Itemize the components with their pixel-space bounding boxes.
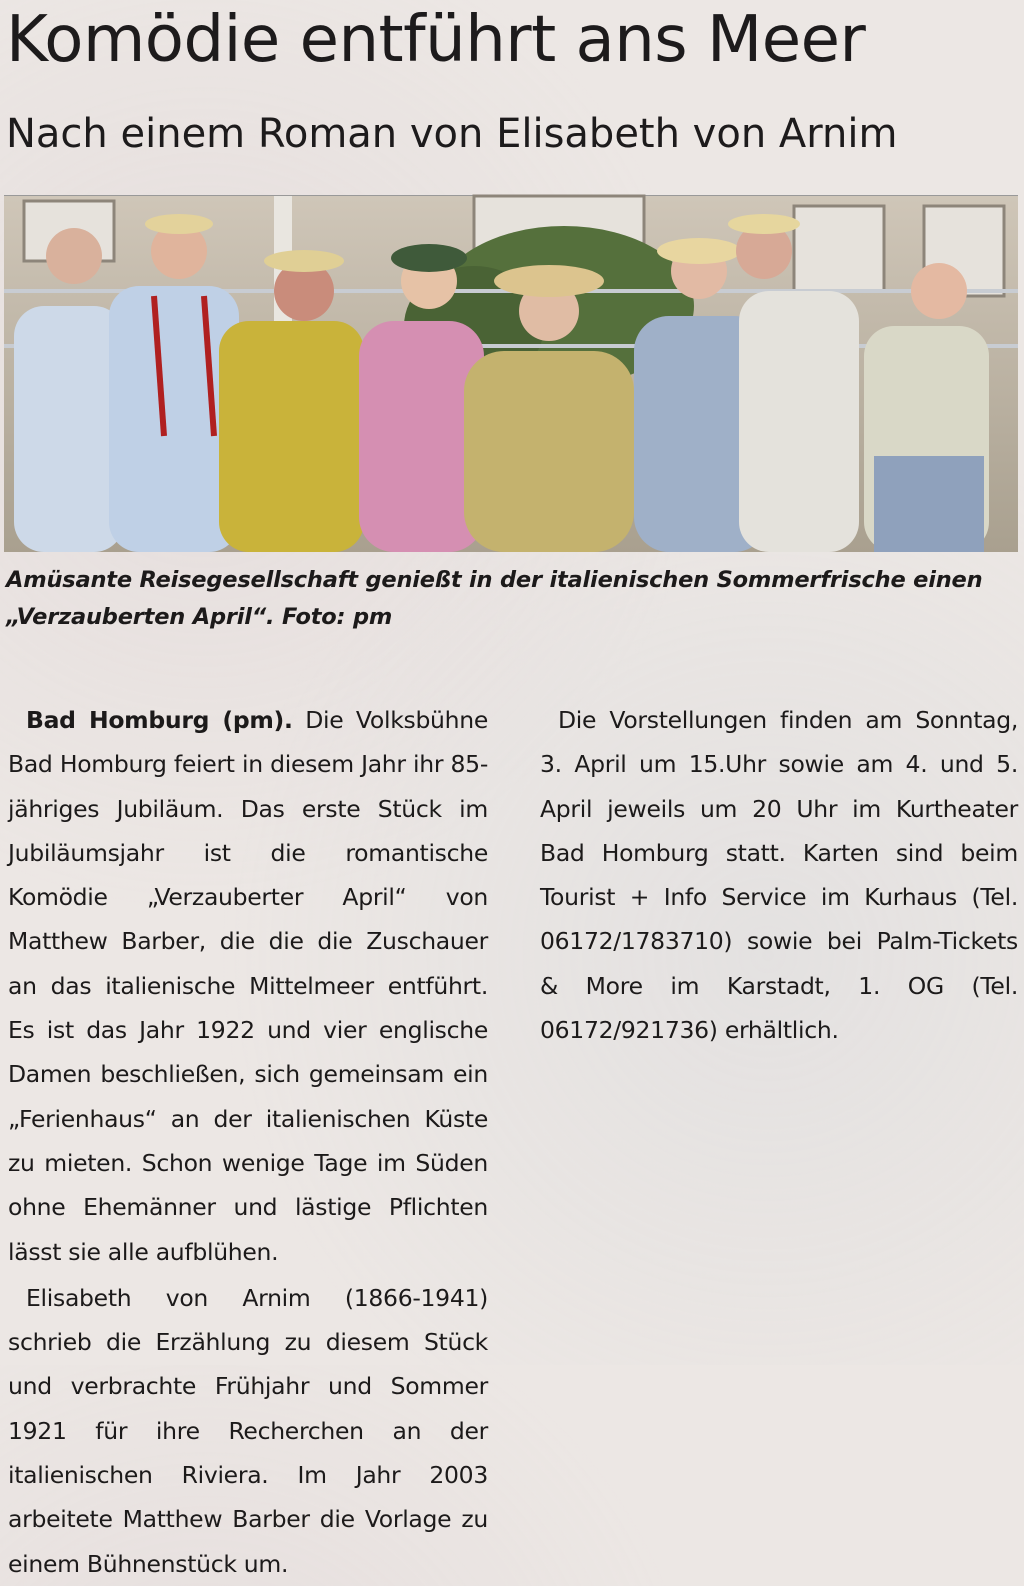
headline: Komödie entführt ans Meer (6, 3, 866, 77)
article-column-right (540, 698, 1018, 1052)
photo-caption: Amüsante Reisegesellschaft genießt in der italienischen Sommerfrische einen „Verzauberten April“. Foto: pm (6, 567, 983, 630)
subheadline: Nach einem Roman von Elisabeth von Arnim (6, 111, 898, 157)
article-paragraph: Elisabeth von Arnim (1866-1941) schrieb die Erzählung zu diesem Stück und verbrachte Frühjahr und Sommer 1921 für ihre Recherchen an der italienischen Riviera. Im Jahr 2003 arbeitete Matthew Barber die Vorlage zu einem Bühnenstück um. (8, 1283, 488, 1578)
group-photo-illustration (4, 196, 1018, 552)
article-paragraph (8, 698, 488, 1274)
article-paragraph: Die Vorstellungen finden am Sonntag, 3. April um 15.Uhr sowie am 4. und 5. April jeweils um 20 Uhr im Kurtheater Bad Homburg statt. Karten sind beim Tourist + Info Service im Kurhaus (Tel. 06172/1783710) sowie bei Palm-Tickets & More im Karstadt, 1. OG (Tel. 06172/921736) erhältlich. (540, 706, 1018, 1045)
dateline: Bad Homburg (pm). (26, 706, 293, 734)
paragraph-text: Die Volksbühne Bad Homburg feiert in diesem Jahr ihr 85-jähriges Jubiläum. Das erste Stück im Jubiläumsjahr ist die romantische Komödie „Verzauberter April“ von Matthew Barber, die die die Zuschauer an das italienische Mittelmeer entführt. Es ist das Jahr 1922 und vier englische Damen beschließen, sich gemeinsam ein „Ferienhaus“ an der italienischen Küste zu mieten. Schon wenige Tage im Süden ohne Ehemänner und lästige Pflichten lässt sie alle aufblühen. (8, 706, 488, 1266)
article-column-left (8, 698, 488, 1578)
group-photo (4, 195, 1018, 552)
